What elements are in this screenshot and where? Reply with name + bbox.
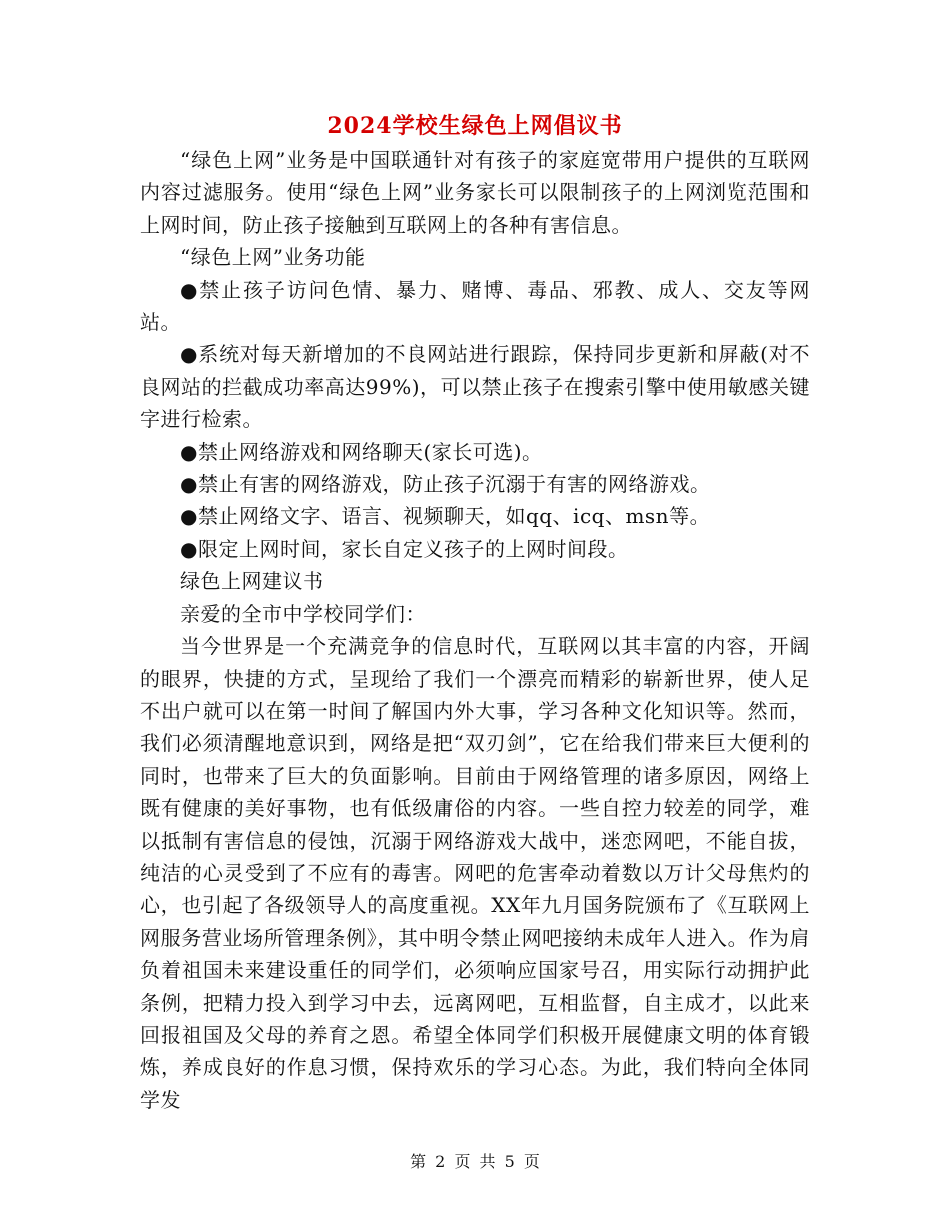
feature-item: ●系统对每天新增加的不良网站进行跟踪，保持同步更新和屏蔽(对不良网站的拦截成功率高达99%)，可以禁止孩子在搜索引擎中使用敏感关键字进行检索。 — [140, 342, 810, 432]
document-title: 2024学校生绿色上网倡议书 — [327, 113, 623, 139]
body-paragraph: 当今世界是一个充满竞争的信息时代，互联网以其丰富的内容，开阔的眼界，快捷的方式，呈现给了我们一个漂亮而精彩的崭新世界，使人足不出户就可以在第一时间了解国内外大事，学习各种文化知识等。然而，我们必须清醒地意识到，网络是把“双刃剑”，它在给我们带来巨大便利的同时，也带来了巨大的负面影响。目前由于网络管理的诸多原因，网络上既有健康的美好事物，也有低级庸俗的内容。一些自控力较差的同学，难以抵制有害信息的侵蚀，沉溺于网络游戏大战中，迷恋网吧，不能自拔，纯洁的心灵受到了不应有的毒害。网吧的危害牵动着数以万计父母焦灼的心，也引起了各级领导人的高度重视。XX年九月国务院颁布了《互联网上网服务营业场所管理条例》，其中明令禁止网吧接纳未成年人进入。作为肩负着祖国未来建设重任的同学们，必须响应国家号召，用实际行动拥护此条例，把精力投入到学习中去，远离网吧，互相监督，自主成才，以此来回报祖国及父母的养育之恩。希望全体同学们积极开展健康文明的体育锻炼，养成良好的作息习惯，保持欢乐的学习心态。为此，我们特向全体同学发 — [140, 634, 810, 1112]
intro-paragraph: “绿色上网”业务是中国联通针对有孩子的家庭宽带用户提供的互联网内容过滤服务。使用“绿色上网”业务家长可以限制孩子的上网浏览范围和上网时间，防止孩子接触到互联网上的各种有害信息。 — [140, 148, 810, 237]
feature-item: ●禁止有害的网络游戏，防止孩子沉溺于有害的网络游戏。 — [180, 472, 711, 497]
feature-item: ●禁止孩子访问色情、暴力、赌博、毒品、邪教、成人、交友等网站。 — [140, 277, 810, 335]
document-body — [140, 144, 810, 1116]
page-footer: 第 2 页 共 5 页 — [410, 1152, 540, 1171]
feature-item: ●禁止网络文字、语言、视频聊天，如qq、icq、msn等。 — [180, 504, 711, 529]
section-heading-proposal: 绿色上网建议书 — [180, 569, 324, 594]
feature-item: ●禁止网络游戏和网络聊天(家长可选)。 — [180, 439, 543, 464]
feature-item: ●限定上网时间，家长自定义孩子的上网时间段。 — [180, 536, 629, 561]
salutation: 亲爱的全市中学校同学们： — [180, 601, 426, 626]
section-heading-features: “绿色上网”业务功能 — [180, 245, 366, 270]
